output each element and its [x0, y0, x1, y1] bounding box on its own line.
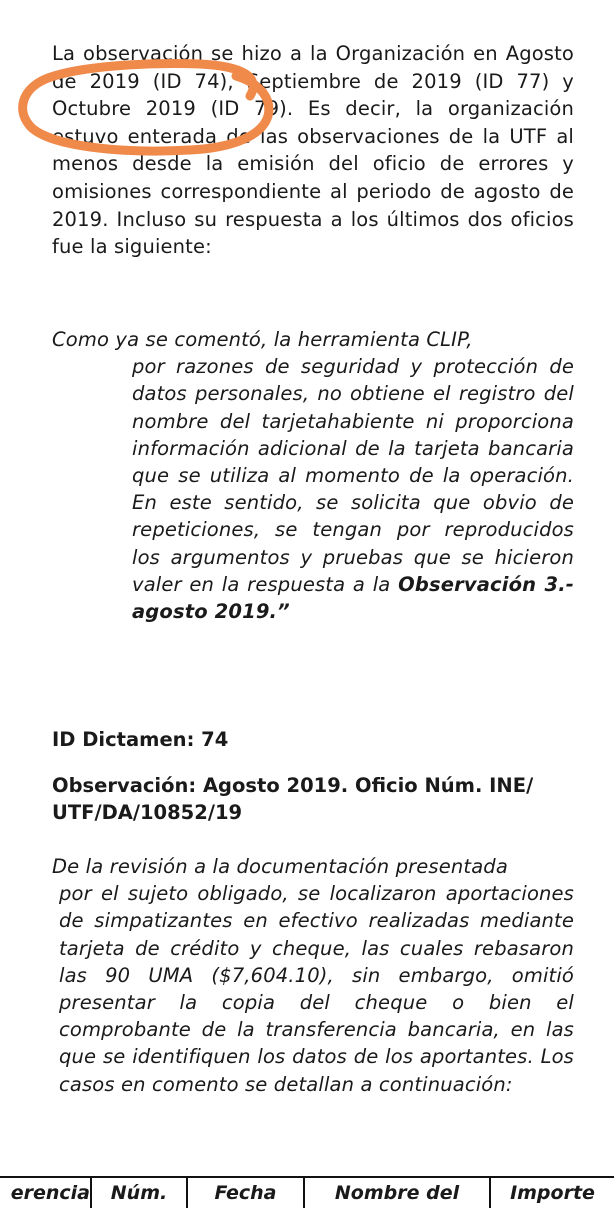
review-body: por el sujeto obligado, se localizaron aportaciones de simpatizantes en efectivo realizadas mediante tarjeta de crédito y cheque, las cuales rebasaron las 90 UMA ($7,604.10), sin embargo, omitió presentar la copia del cheque o bien el comprobante de la transferencia bancaria, en las que se identifiquen los datos de los aportantes. Los casos en comento se detallan a continuación:	[59, 882, 574, 1096]
table-header-nombre: Nombre del	[305, 1178, 491, 1208]
table-header-referencia: erencia	[0, 1178, 92, 1208]
quote-bold-reference: Observación 3.- agosto 2019.”	[132, 572, 575, 624]
observation-heading: Observación: Agosto 2019. Oficio Núm. INE/ UTF/DA/10852/19	[52, 774, 534, 824]
quote-first-line: Como ya se comentó, la herramienta CLIP,	[52, 328, 473, 351]
review-paragraph	[52, 853, 574, 1098]
table-header-importe: Importe	[510, 1182, 595, 1204]
quote-body	[132, 353, 574, 625]
table-header-fecha: Fecha	[188, 1178, 305, 1208]
review-first-line: De la revisión a la documentación presentada	[52, 855, 508, 878]
intro-paragraph: La observación se hizo a la Organización en Agosto de 2019 (ID 74), Septiembre de 2019 (ID 77) y Octubre 2019 (ID 79). Es decir, la organización estuvo enterada de las observaciones de la UTF al menos desde la emisión del oficio de errores y omisiones correspondiente al periodo de agosto de 2019. Incluso su respuesta a los últimos dos oficios fue la siguiente:	[52, 42, 574, 259]
quoted-response	[52, 326, 574, 625]
table-header-numero: Núm.	[92, 1178, 188, 1208]
id-dictamen-heading: ID Dictamen: 74	[52, 728, 229, 751]
table-header-row	[0, 1176, 614, 1208]
quote-body-text: por razones de seguridad y protección de datos personales, no obtiene el registro del nombre del tarjetahabiente ni proporciona información adicional de la tarjeta bancaria que se utiliza al momento de la operación. En este sentido, se solicita que obvio de repeticiones, se tengan por reproducidos los argumentos y pruebas que se hicieron valer en la respuesta a la	[132, 355, 574, 596]
